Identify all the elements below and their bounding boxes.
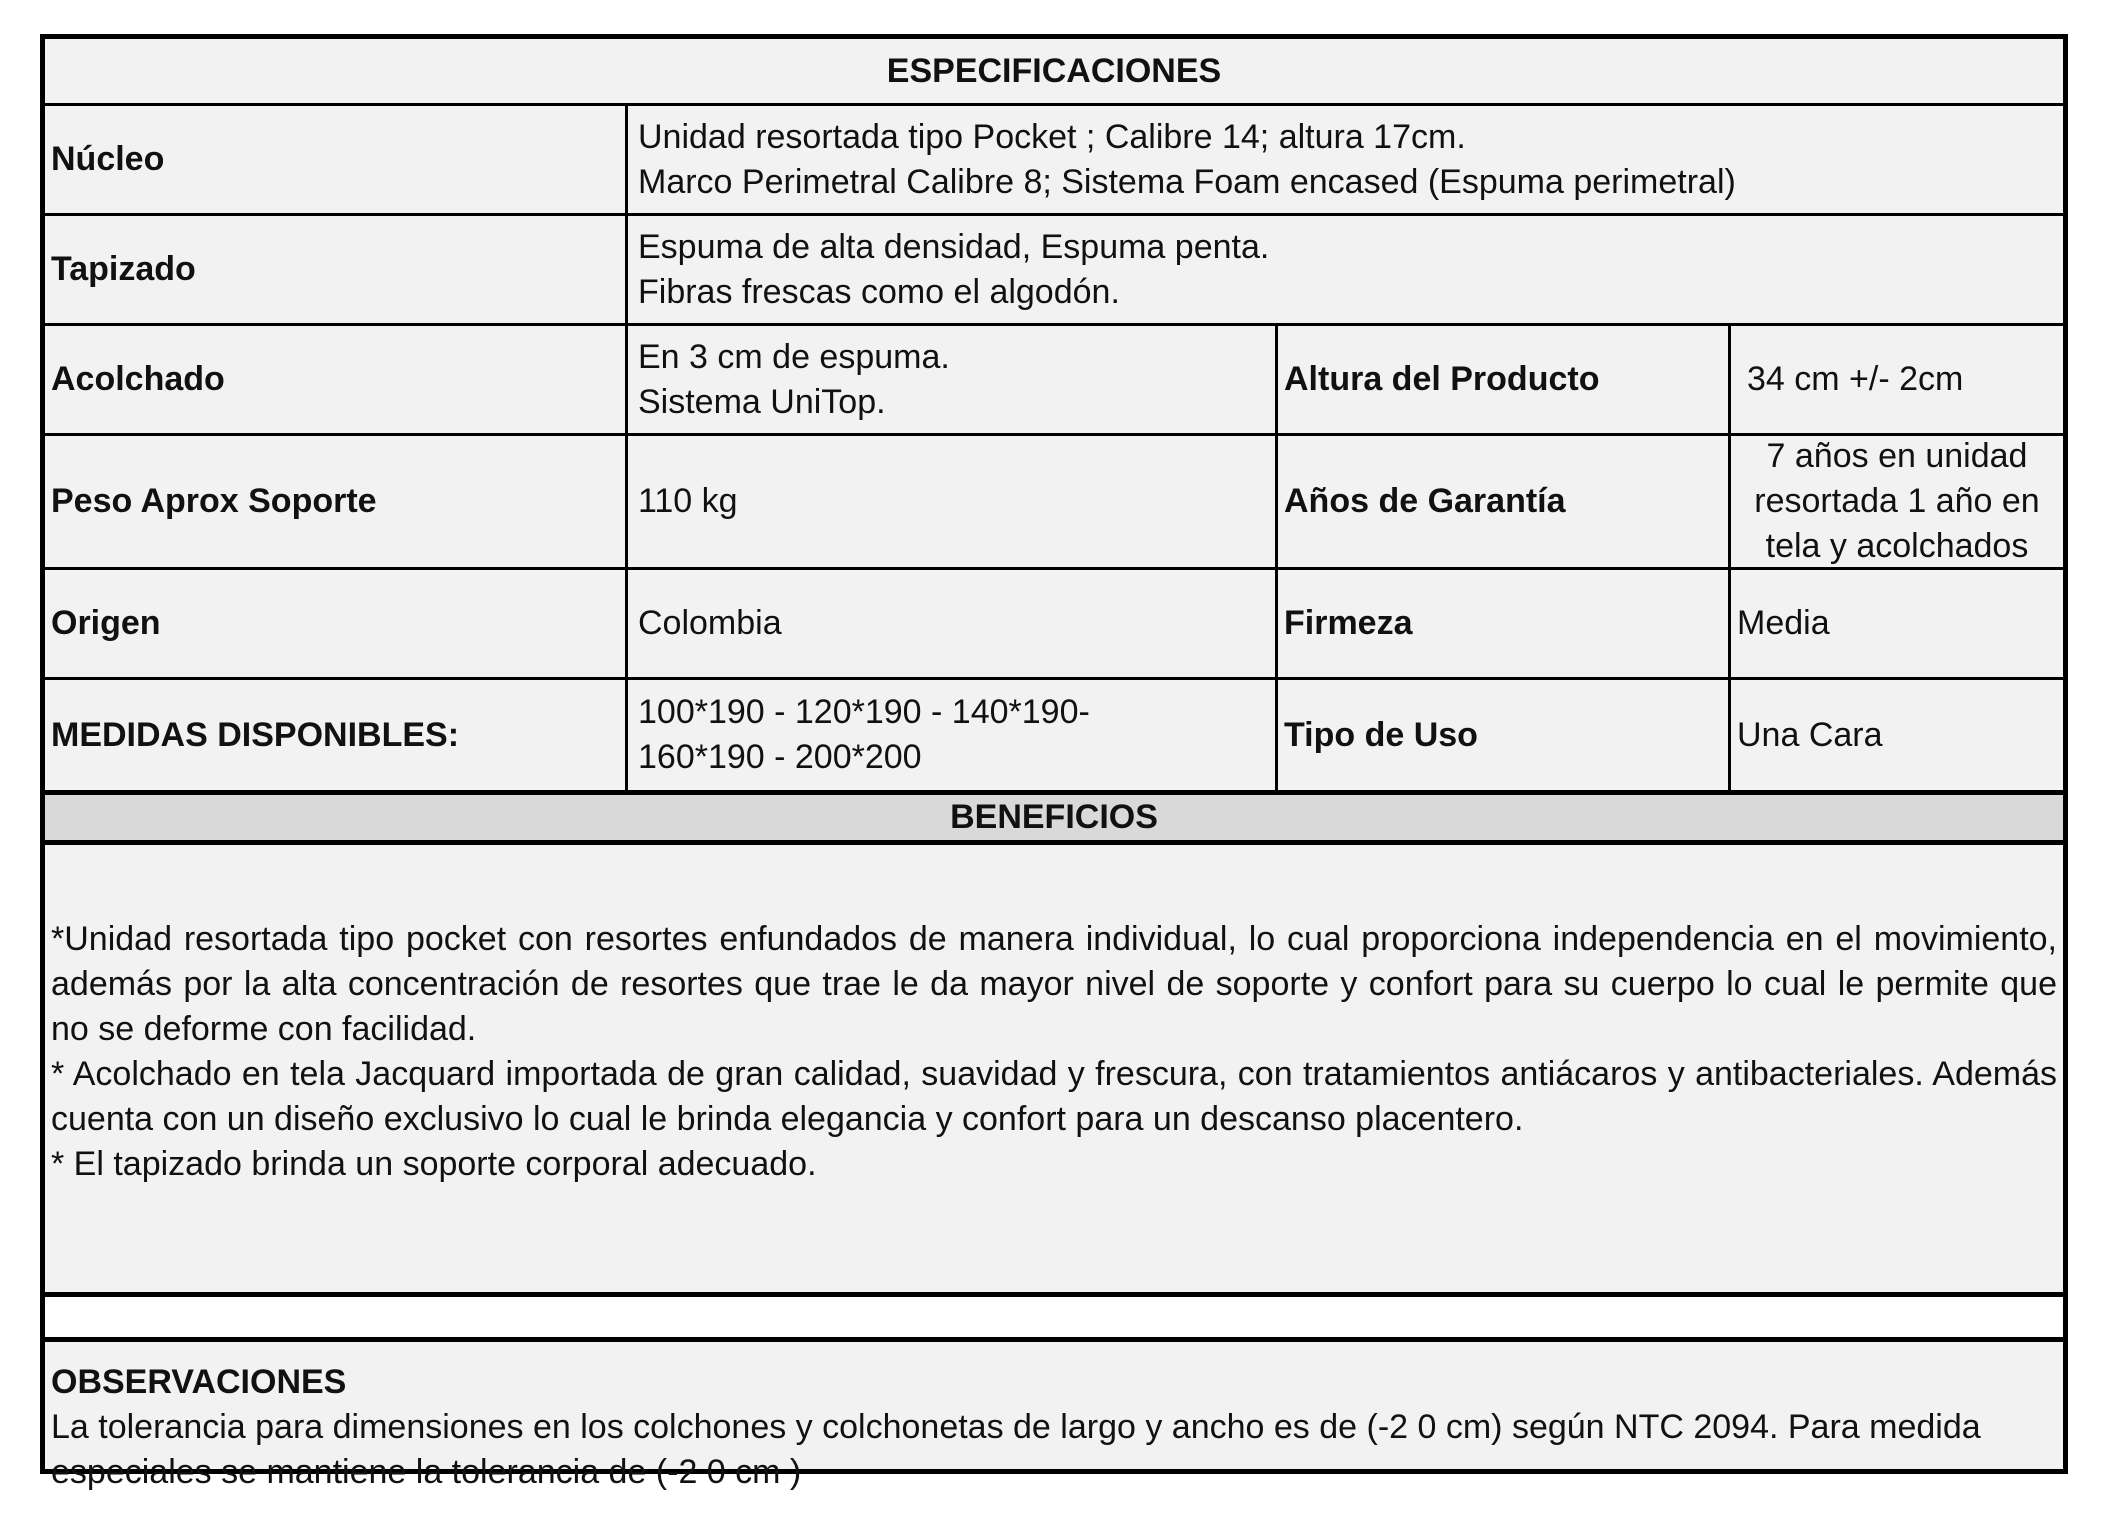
- spec-title-row: [45, 39, 2063, 106]
- observaciones-text: La tolerancia para dimensiones en los colchones y colchonetas de largo y ancho es de (-2 0 cm) según NTC 2094. Para medida especiales se mantiene la tolerancia de (-2 0 cm ): [51, 1408, 1981, 1491]
- firmeza-value: [1728, 570, 2063, 677]
- beneficios-body: [45, 845, 2063, 1292]
- firmeza-label: Firmeza: [1275, 570, 1728, 677]
- spacer-row: [45, 1292, 2063, 1342]
- beneficios-title-row: [45, 790, 2063, 845]
- observaciones-body: [51, 1360, 2057, 1495]
- tapizado-value: [625, 216, 2063, 323]
- observaciones-title: OBSERVACIONES: [51, 1363, 347, 1401]
- peso-value-text: 110 kg: [638, 482, 738, 520]
- origen-value-text: Colombia: [638, 604, 782, 642]
- garantia-line-2: resortada 1 año en: [1754, 482, 2040, 520]
- nucleo-line-2: Marco Perimetral Calibre 8; Sistema Foam encased (Espuma perimetral): [638, 162, 1736, 201]
- peso-label: Peso Aprox Soporte: [51, 482, 377, 520]
- medidas-value: [625, 680, 1275, 790]
- observaciones-section: [45, 1342, 2063, 1491]
- acolchado-label: Acolchado: [51, 360, 225, 398]
- tipo-uso-value: [1728, 680, 2063, 790]
- tapizado-line-1: Espuma de alta densidad, Espuma penta.: [638, 227, 1270, 266]
- firmeza-value-text: Media: [1737, 604, 1830, 642]
- garantia-line-3: tela y acolchados: [1765, 527, 2029, 565]
- row-nucleo: [45, 106, 2063, 216]
- nucleo-line-1: Unidad resortada tipo Pocket ; Calibre 14; altura 17cm.: [638, 117, 1466, 156]
- origen-value: [625, 570, 1275, 677]
- tapizado-line-2: Fibras frescas como el algodón.: [638, 272, 1120, 311]
- medidas-label: MEDIDAS DISPONIBLES:: [51, 715, 460, 754]
- row-origen: [45, 570, 2063, 680]
- origen-label: Origen: [51, 604, 161, 642]
- medidas-line-1: 100*190 - 120*190 - 140*190-: [638, 693, 1090, 731]
- beneficio-item-2: * Acolchado en tela Jacquard importada de gran calidad, suavidad y frescura, con tratamientos antiácaros y antibacteriales. Además cuenta con un diseño exclusivo lo cual le brinda elegancia y confort para un descanso placentero.: [51, 1055, 2057, 1138]
- tapizado-label: Tapizado: [51, 250, 196, 288]
- beneficios-text: [51, 917, 2057, 1187]
- beneficios-title: BENEFICIOS: [950, 798, 1158, 836]
- nucleo-value: [625, 106, 2063, 213]
- beneficio-item-1: *Unidad resortada tipo pocket con resortes enfundados de manera individual, lo cual proporciona independencia en el movimiento, además por la alta concentración de resortes que trae le da mayor nivel de soporte y confort para su cuerpo lo cual le permite que no se deforme con facilidad.: [51, 920, 2057, 1048]
- altura-label: Altura del Producto: [1275, 326, 1728, 433]
- tipo-uso-label: Tipo de Uso: [1275, 680, 1728, 790]
- altura-value-text: 34 cm +/- 2cm: [1747, 360, 1964, 398]
- acolchado-value: [625, 326, 1275, 433]
- medidas-line-2: 160*190 - 200*200: [638, 738, 922, 776]
- row-peso: [45, 436, 2063, 570]
- spec-sheet: [40, 34, 2068, 1491]
- peso-value: [625, 436, 1275, 567]
- garantia-line-1: 7 años en unidad: [1766, 437, 2028, 475]
- garantia-value: [1728, 436, 2063, 567]
- acolchado-line-2: Sistema UniTop.: [638, 382, 886, 421]
- nucleo-label: Núcleo: [51, 140, 165, 178]
- row-medidas: [45, 680, 2063, 790]
- garantia-label: Años de Garantía: [1275, 436, 1728, 567]
- tipo-uso-value-text: Una Cara: [1737, 715, 1883, 754]
- row-acolchado: [45, 326, 2063, 436]
- altura-value: [1728, 326, 2063, 433]
- spec-title: ESPECIFICACIONES: [886, 51, 1222, 90]
- acolchado-line-1: En 3 cm de espuma.: [638, 337, 950, 376]
- beneficio-item-3: * El tapizado brinda un soporte corporal adecuado.: [51, 1145, 817, 1183]
- row-tapizado: [45, 216, 2063, 326]
